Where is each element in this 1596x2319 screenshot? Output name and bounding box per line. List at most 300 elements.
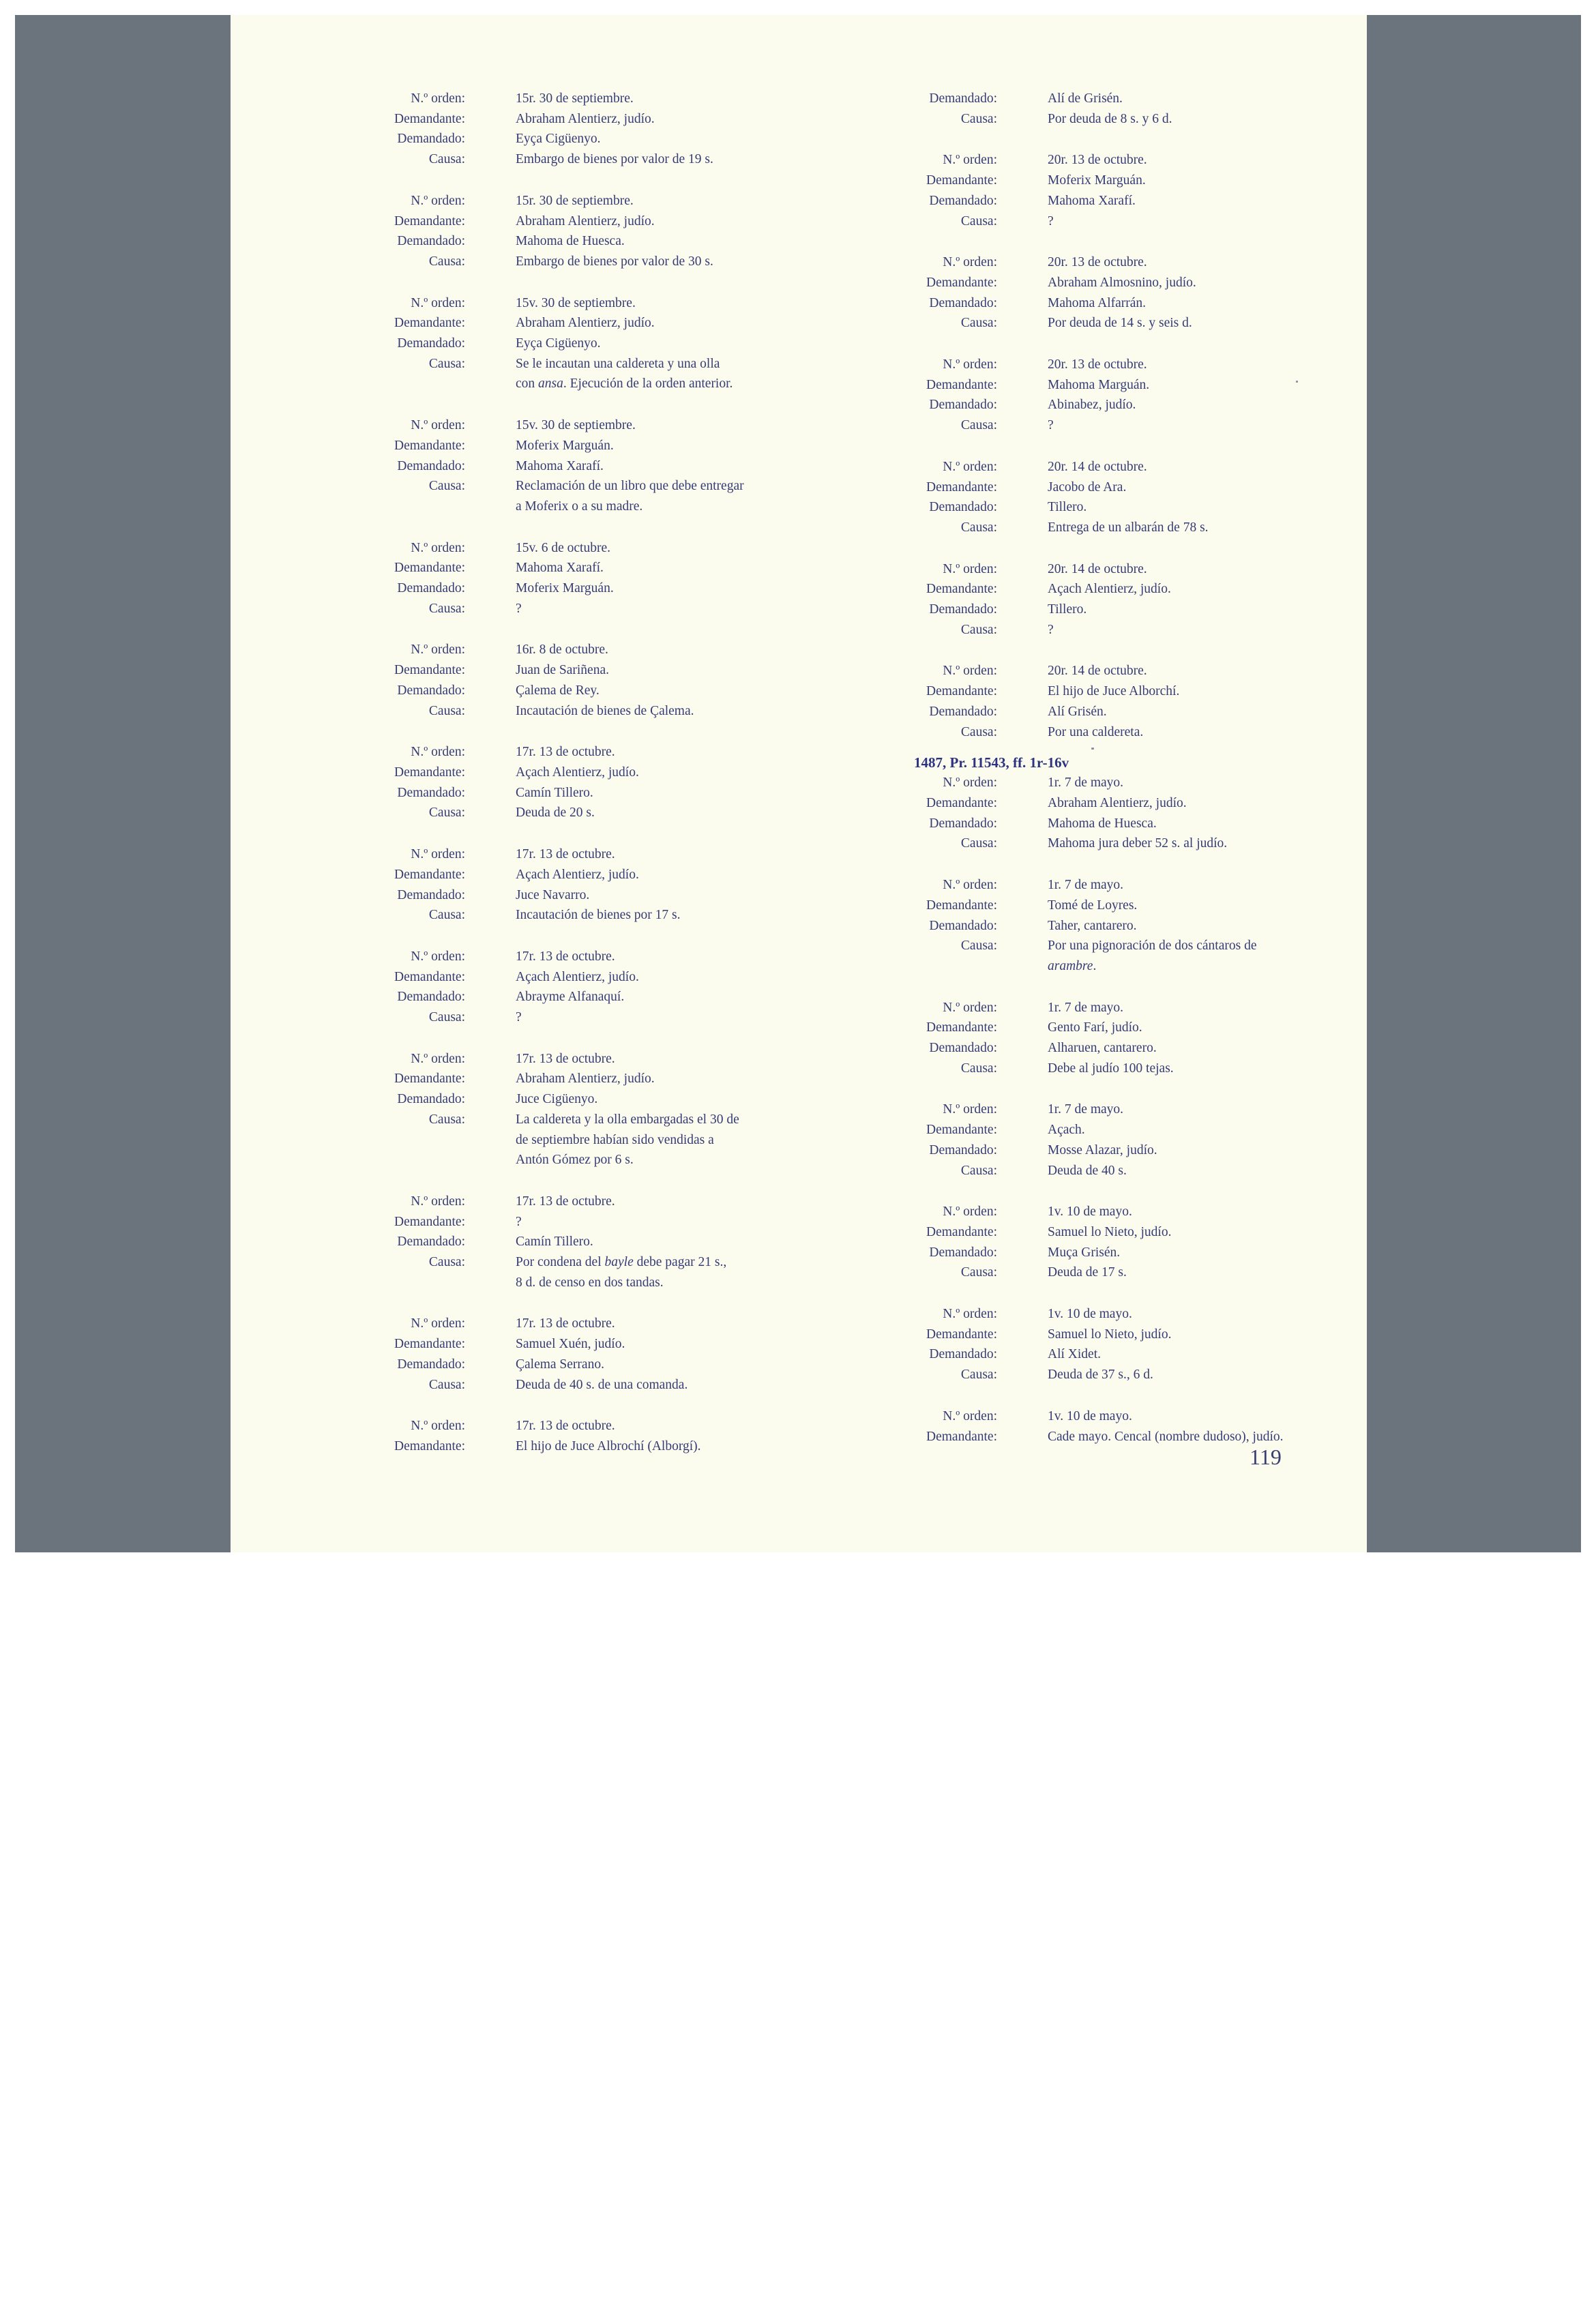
field-label: Demandante: <box>926 684 997 699</box>
field-value <box>516 865 771 885</box>
field-value-text: Açach Alentierz, judío. <box>1048 582 1171 597</box>
field-label: N.º orden: <box>411 540 465 555</box>
field-value-text: Deuda de 17 s. <box>1048 1265 1127 1280</box>
field-value-text: Alí Grisén. <box>1048 704 1107 719</box>
field-value <box>516 905 771 926</box>
record-entry <box>921 559 1316 640</box>
field-value <box>516 947 771 967</box>
record-field <box>389 129 771 149</box>
field-label: N.º orden: <box>411 1051 465 1066</box>
field-value-text: Moferix Marguán. <box>516 438 614 453</box>
field-value <box>516 1192 771 1212</box>
field-value <box>516 1007 771 1028</box>
field-label: Demandado: <box>397 887 465 902</box>
field-value-text: Mahoma Xarafí. <box>1048 193 1136 208</box>
record-field <box>389 476 771 497</box>
record-field <box>921 171 1316 191</box>
field-value-text: Açach Alentierz, judío. <box>516 969 639 984</box>
field-label: N.º orden: <box>943 459 997 474</box>
field-value-text: Gento Farí, judío. <box>1048 1020 1142 1035</box>
right-column <box>914 89 1316 1468</box>
field-value-text: 1v. 10 de mayo. <box>1048 1408 1132 1423</box>
field-value <box>516 599 771 619</box>
field-value-text: 20r. 13 de octubre. <box>1048 255 1147 270</box>
field-label: N.º orden: <box>943 561 997 576</box>
field-value-text: Por deuda de 8 s. y 6 d. <box>1048 111 1172 126</box>
record-field <box>921 150 1316 171</box>
record-field <box>389 599 771 619</box>
field-value-text: Deuda de 37 s., 6 d. <box>1048 1368 1153 1383</box>
field-label: Demandado: <box>397 785 465 800</box>
field-label: Demandante: <box>394 438 465 453</box>
field-value <box>1048 191 1316 211</box>
field-value-text: 1r. 7 de mayo. <box>1048 1000 1124 1015</box>
record-field <box>921 355 1316 375</box>
field-value <box>516 803 771 823</box>
record-field <box>921 559 1316 580</box>
field-value <box>1048 1304 1316 1325</box>
field-value-text: Açach Alentierz, judío. <box>516 765 639 780</box>
record-entry <box>921 150 1316 231</box>
record-field <box>921 1099 1316 1120</box>
field-label: Causa: <box>428 1112 465 1127</box>
field-value-text: Abraham Alentierz, judío. <box>516 316 655 331</box>
field-value-text: Deuda de 40 s. de una comanda. <box>516 1377 688 1392</box>
field-label: Causa: <box>428 479 465 494</box>
field-value <box>1048 1202 1316 1222</box>
record-entry <box>921 661 1316 742</box>
record-field <box>921 1059 1316 1079</box>
field-label: Demandante: <box>394 663 465 678</box>
record-field <box>921 1427 1316 1447</box>
field-value-text: Antón Gómez por 6 s. <box>516 1153 634 1168</box>
record-field <box>389 783 771 803</box>
record-field <box>921 1202 1316 1222</box>
field-value-text: Por una caldereta. <box>1048 724 1144 739</box>
field-value-text: 15v. 30 de septiembre. <box>516 418 636 433</box>
field-label: Demandante: <box>394 867 465 882</box>
field-value <box>516 497 771 517</box>
record-field <box>389 1232 771 1252</box>
record-field <box>389 497 771 517</box>
field-label: Demandado: <box>929 704 997 719</box>
field-value <box>1048 1140 1316 1161</box>
field-value-text: 17r. 13 de octubre. <box>516 1194 615 1209</box>
field-value <box>1048 875 1316 896</box>
record-entry <box>921 89 1316 129</box>
field-value <box>1048 722 1316 743</box>
field-value-text: Eyça Cigüenyo. <box>516 132 601 147</box>
field-label: Demandante: <box>926 1429 997 1444</box>
record-field <box>921 191 1316 211</box>
field-value-text: Tillero. <box>1048 500 1087 515</box>
field-value-text: El hijo de Juce Alborchí. <box>1048 684 1180 699</box>
record-field <box>921 211 1316 232</box>
record-field <box>389 1355 771 1375</box>
field-value <box>516 1375 771 1395</box>
field-value <box>516 1334 771 1355</box>
record-field <box>921 395 1316 415</box>
field-label: Causa: <box>960 724 997 739</box>
field-value <box>516 967 771 988</box>
field-label: Demandado: <box>929 295 997 310</box>
field-value-text: Debe al judío 100 tejas. <box>1048 1061 1174 1076</box>
field-label: N.º orden: <box>411 418 465 433</box>
record-entry <box>389 191 771 272</box>
field-value-text: de septiembre habían sido vendidas a <box>516 1132 714 1147</box>
record-field <box>921 936 1316 956</box>
field-value-text: Juce Navarro. <box>516 887 590 902</box>
field-value <box>1048 833 1316 854</box>
record-field <box>921 773 1316 793</box>
field-value-text: Deuda de 40 s. <box>1048 1163 1127 1178</box>
field-label: Causa: <box>428 806 465 821</box>
field-value-text: Embargo de bienes por valor de 30 s. <box>516 254 713 269</box>
field-label: Demandado: <box>397 683 465 698</box>
record-field <box>389 1273 771 1293</box>
field-label <box>389 497 516 517</box>
field-label: Causa: <box>960 1163 997 1178</box>
field-value <box>1048 916 1316 936</box>
record-field <box>921 1344 1316 1365</box>
record-entry <box>389 293 771 395</box>
field-value-text: Por deuda de 14 s. y seis d. <box>1048 316 1192 331</box>
field-value-italic: arambre <box>1048 958 1093 973</box>
field-label: Demandante: <box>926 1327 997 1342</box>
record-field <box>389 1212 771 1232</box>
field-label: N.º orden: <box>943 664 997 679</box>
field-value-text: Taher, cantarero. <box>1048 918 1137 933</box>
record-field <box>389 436 771 456</box>
field-value <box>1048 793 1316 814</box>
record-field <box>389 1314 771 1334</box>
field-label: Demandante: <box>926 1224 997 1239</box>
field-value-text: Mahoma de Huesca. <box>1048 816 1157 831</box>
field-value-text: Çalema Serrano. <box>516 1357 604 1372</box>
record-field <box>389 374 771 394</box>
field-label: Causa: <box>428 1010 465 1025</box>
record-field <box>921 620 1316 640</box>
field-value-text: Abrayme Alfanaquí. <box>516 990 625 1005</box>
field-label: N.º orden: <box>943 255 997 270</box>
field-label: Demandante: <box>394 969 465 984</box>
field-value <box>1048 477 1316 498</box>
left-column <box>389 89 771 1478</box>
field-value <box>1048 355 1316 375</box>
field-value <box>516 129 771 149</box>
field-value-text: Reclamación de un libro que debe entregar <box>516 479 744 494</box>
field-value <box>1048 1018 1316 1038</box>
field-value <box>1048 415 1316 436</box>
field-value <box>516 538 771 559</box>
field-label: Causa: <box>960 939 997 954</box>
record-field <box>921 702 1316 722</box>
field-value-tail: . Ejecución de la orden anterior. <box>563 376 733 392</box>
field-value <box>1048 956 1316 977</box>
record-field <box>389 1192 771 1212</box>
field-value-text: 8 d. de censo en dos tandas. <box>516 1275 664 1290</box>
field-value-text: Tillero. <box>1048 602 1087 617</box>
record-field <box>389 211 771 232</box>
field-value <box>516 415 771 436</box>
record-field <box>921 896 1316 916</box>
field-value <box>1048 998 1316 1018</box>
field-label: Demandado: <box>397 581 465 596</box>
field-label <box>389 374 516 394</box>
record-field <box>921 793 1316 814</box>
record-field <box>389 149 771 170</box>
field-label: Demandante: <box>394 111 465 126</box>
record-field <box>921 518 1316 538</box>
record-field <box>921 600 1316 620</box>
field-label: Causa: <box>428 152 465 167</box>
field-value-text: Alharuen, cantarero. <box>1048 1041 1157 1056</box>
record-field <box>389 456 771 477</box>
field-label: N.º orden: <box>411 1316 465 1331</box>
field-label: N.º orden: <box>411 193 465 208</box>
record-field <box>921 457 1316 477</box>
field-label: N.º orden: <box>943 878 997 893</box>
record-field <box>921 109 1316 130</box>
field-value <box>1048 661 1316 681</box>
field-value <box>1048 1365 1316 1385</box>
record-field <box>389 252 771 272</box>
field-value <box>516 252 771 272</box>
field-value-text: Juan de Sariñena. <box>516 663 609 678</box>
record-field <box>921 1365 1316 1385</box>
field-value <box>516 89 771 109</box>
field-value <box>1048 109 1316 130</box>
record-field <box>921 313 1316 334</box>
record-field <box>389 191 771 211</box>
record-field <box>921 1018 1316 1038</box>
field-value-text: 17r. 13 de octubre. <box>516 949 615 964</box>
record-field <box>921 875 1316 896</box>
field-label: Demandante: <box>394 1214 465 1229</box>
record-field <box>921 661 1316 681</box>
field-value-text: Camín Tillero. <box>516 1235 593 1250</box>
field-label: Demandado: <box>397 1235 465 1250</box>
record-field <box>389 763 771 783</box>
record-field <box>389 1049 771 1069</box>
record-field <box>389 334 771 354</box>
field-label: Demandado: <box>397 990 465 1005</box>
field-value <box>1048 1406 1316 1427</box>
record-entry <box>921 1099 1316 1181</box>
field-value-text: Abraham Almosnino, judío. <box>1048 275 1196 290</box>
field-value-text: Çalema de Rey. <box>516 683 600 698</box>
field-label: Causa: <box>960 213 997 228</box>
field-value-text: Deuda de 20 s. <box>516 806 595 821</box>
record-field <box>921 579 1316 600</box>
field-value-text: Mahoma Alfarrán. <box>1048 295 1147 310</box>
field-value <box>1048 559 1316 580</box>
record-field <box>389 109 771 130</box>
field-value <box>516 1069 771 1089</box>
record-entry <box>389 415 771 517</box>
field-label: N.º orden: <box>411 949 465 964</box>
field-label: Causa: <box>960 1265 997 1280</box>
field-label: Demandante: <box>394 561 465 576</box>
record-field <box>389 742 771 763</box>
field-label: Demandante: <box>926 377 997 392</box>
field-value-text: Jacobo de Ara. <box>1048 479 1127 494</box>
field-label: N.º orden: <box>411 295 465 310</box>
field-value-text: 16r. 8 de octubre. <box>516 642 608 658</box>
field-label: Causa: <box>428 1377 465 1392</box>
field-value-italic: ansa <box>538 376 563 392</box>
record-field <box>921 814 1316 834</box>
field-label: Demandante: <box>926 582 997 597</box>
field-label: Demandante: <box>394 765 465 780</box>
record-field <box>921 273 1316 293</box>
field-value-text: 1v. 10 de mayo. <box>1048 1205 1132 1220</box>
field-value <box>516 701 771 722</box>
record-entry <box>389 538 771 619</box>
record-field <box>921 681 1316 702</box>
record-entry <box>389 89 771 170</box>
record-entry <box>914 752 1316 854</box>
field-label: Demandante: <box>926 1020 997 1035</box>
field-value <box>1048 457 1316 477</box>
field-value-text: Alí de Grisén. <box>1048 91 1123 106</box>
field-value-text: El hijo de Juce Albrochí (Alborgí). <box>516 1438 701 1453</box>
record-field <box>921 833 1316 854</box>
field-value-text: Samuel lo Nieto, judío. <box>1048 1327 1172 1342</box>
record-field <box>921 1304 1316 1325</box>
field-label: Demandante: <box>394 1438 465 1453</box>
record-field <box>389 967 771 988</box>
record-entry <box>921 355 1316 436</box>
field-label: Demandante: <box>394 316 465 331</box>
record-field <box>389 885 771 906</box>
field-value-text: ? <box>1048 418 1054 433</box>
field-value-text: Embargo de bienes por valor de 19 s. <box>516 152 713 167</box>
record-field <box>389 987 771 1007</box>
field-value <box>1048 1427 1316 1447</box>
field-label: Demandado: <box>929 816 997 831</box>
field-label: N.º orden: <box>943 1307 997 1322</box>
field-value <box>516 1436 771 1457</box>
record-field <box>389 660 771 681</box>
field-label: Demandado: <box>397 132 465 147</box>
field-value <box>1048 1059 1316 1079</box>
field-value-text: Abraham Alentierz, judío. <box>516 1072 655 1087</box>
record-field <box>389 1150 771 1170</box>
field-value-text: 17r. 13 de octubre. <box>516 1051 615 1066</box>
field-value <box>516 640 771 660</box>
field-value <box>1048 1325 1316 1345</box>
record-field <box>921 89 1316 109</box>
field-value-text: Abinabez, judío. <box>1048 398 1136 413</box>
field-value-text: a Moferix o a su madre. <box>516 499 643 514</box>
record-field <box>389 1436 771 1457</box>
record-field <box>921 956 1316 977</box>
record-field <box>389 231 771 252</box>
field-value-text: Moferix Marguán. <box>516 581 614 596</box>
field-label: Demandante: <box>394 213 465 228</box>
field-value <box>516 231 771 252</box>
field-value <box>516 374 771 394</box>
record-field <box>389 1416 771 1436</box>
field-value <box>1048 681 1316 702</box>
record-field <box>921 1262 1316 1283</box>
field-value-text: Tomé de Loyres. <box>1048 898 1138 913</box>
field-label: N.º orden: <box>943 1000 997 1015</box>
field-value-text: ? <box>516 1214 522 1229</box>
field-value <box>1048 1243 1316 1263</box>
field-value <box>516 742 771 763</box>
field-value <box>516 293 771 314</box>
record-entry <box>921 875 1316 977</box>
field-value <box>516 1232 771 1252</box>
field-value-text: 20r. 14 de octubre. <box>1048 664 1147 679</box>
field-value-text: Se le incautan una caldereta y una olla <box>516 356 720 371</box>
field-label: Causa: <box>428 601 465 616</box>
field-value <box>1048 293 1316 314</box>
record-entry <box>389 1416 771 1456</box>
record-entry <box>389 742 771 823</box>
field-label: N.º orden: <box>411 847 465 862</box>
field-value <box>516 1150 771 1170</box>
field-label: Demandado: <box>397 1357 465 1372</box>
field-value <box>516 578 771 599</box>
record-field <box>921 252 1316 273</box>
field-value-text: Alí Xidet. <box>1048 1347 1101 1362</box>
record-field <box>389 1334 771 1355</box>
field-value-text: 15r. 30 de septiembre. <box>516 193 634 208</box>
field-label <box>389 1273 516 1293</box>
field-value-italic: bayle <box>604 1255 634 1270</box>
field-value-text: ? <box>1048 213 1054 228</box>
record-field <box>389 1252 771 1273</box>
field-value <box>516 783 771 803</box>
field-value-text: Por una pignoración de dos cántaros de <box>1048 939 1257 954</box>
field-label: N.º orden: <box>411 642 465 658</box>
field-label: Causa: <box>960 520 997 535</box>
record-field <box>389 313 771 334</box>
scan-speck <box>1091 748 1094 750</box>
field-value <box>1048 497 1316 518</box>
field-label: Causa: <box>428 703 465 718</box>
record-field <box>921 998 1316 1018</box>
field-value <box>516 456 771 477</box>
field-label: Demandado: <box>929 1041 997 1056</box>
record-field <box>389 1069 771 1089</box>
scanned-page-background <box>15 15 1581 1552</box>
record-field <box>389 558 771 578</box>
scan-speck <box>1296 381 1298 383</box>
field-label: Demandante: <box>926 795 997 810</box>
record-entry <box>921 457 1316 538</box>
field-value <box>1048 150 1316 171</box>
field-value <box>516 211 771 232</box>
field-value-text: Mosse Alazar, judío. <box>1048 1142 1157 1157</box>
field-label: Causa: <box>960 111 997 126</box>
field-value <box>1048 620 1316 640</box>
field-label: Causa: <box>428 356 465 371</box>
field-value <box>1048 252 1316 273</box>
record-field <box>921 1120 1316 1140</box>
field-value <box>516 1314 771 1334</box>
field-value <box>516 1212 771 1232</box>
field-value <box>516 681 771 701</box>
field-label: Causa: <box>428 908 465 923</box>
field-value <box>1048 1344 1316 1365</box>
record-entry <box>389 844 771 926</box>
field-value-text: con <box>516 376 539 392</box>
field-value-text: Abraham Alentierz, judío. <box>516 111 655 126</box>
